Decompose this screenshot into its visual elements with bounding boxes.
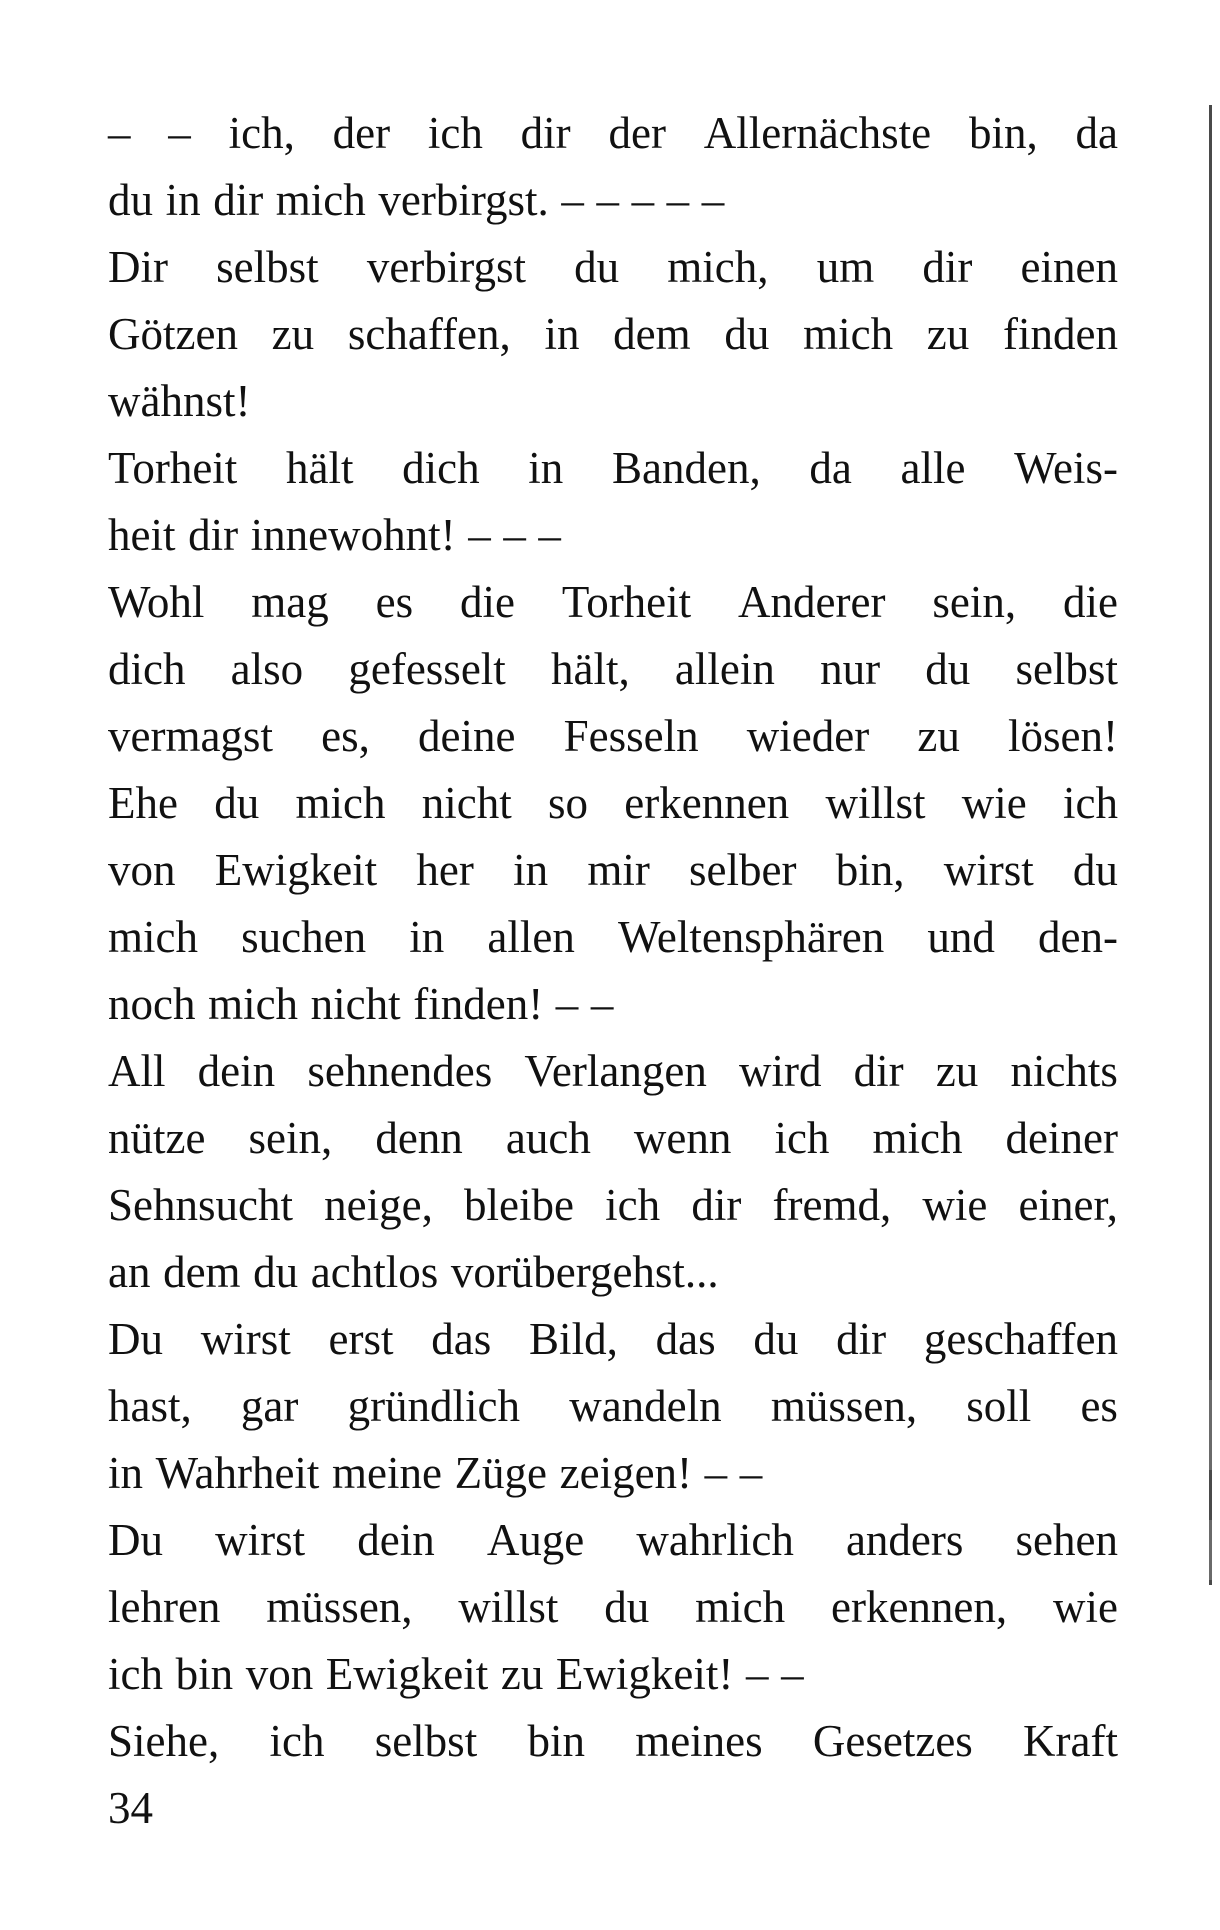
body-text (108, 100, 1118, 1775)
text-line: Du wirst dein Auge wahrlich anders sehen (108, 1515, 1118, 1565)
text-line: heit dir innewohnt! – – – (108, 510, 561, 560)
text-line: Dir selbst verbirgst du mich, um dir einen (108, 242, 1118, 292)
text-line: mich suchen in allen Weltensphären und den- (108, 912, 1118, 962)
page-edge-line (1209, 105, 1212, 1585)
page-number: 34 (108, 1783, 153, 1833)
page-edge-mark (1209, 1520, 1212, 1580)
text-line: in Wahrheit meine Züge zeigen! – – (108, 1448, 763, 1498)
page-edge-mark (1209, 1380, 1212, 1470)
text-line: noch mich nicht finden! – – (108, 979, 614, 1029)
text-line: – – ich, der ich dir der Allernächste bin, da (108, 108, 1118, 158)
text-line: Siehe, ich selbst bin meines Gesetzes Kraft (108, 1716, 1118, 1766)
text-line: Ehe du mich nicht so erkennen willst wie ich (108, 778, 1118, 828)
text-line: von Ewigkeit her in mir selber bin, wirst du (108, 845, 1118, 895)
text-line: Götzen zu schaffen, in dem du mich zu finden (108, 309, 1118, 359)
text-line: ich bin von Ewigkeit zu Ewigkeit! – – (108, 1649, 804, 1699)
text-line: All dein sehnendes Verlangen wird dir zu nichts (108, 1046, 1118, 1096)
text-line: an dem du achtlos vorübergehst... (108, 1247, 719, 1297)
text-line: Sehnsucht neige, bleibe ich dir fremd, wie einer, (108, 1180, 1118, 1230)
text-line: vermagst es, deine Fesseln wieder zu lösen! (108, 711, 1118, 761)
text-line: du in dir mich verbirgst. – – – – – (108, 175, 725, 225)
text-line: hast, gar gründlich wandeln müssen, soll es (108, 1381, 1118, 1431)
text-line: nütze sein, denn auch wenn ich mich deiner (108, 1113, 1118, 1163)
text-line: wähnst! (108, 376, 251, 426)
text-line: dich also gefesselt hält, allein nur du selbst (108, 644, 1118, 694)
text-line: lehren müssen, willst du mich erkennen, wie (108, 1582, 1118, 1632)
text-line: Du wirst erst das Bild, das du dir geschaffen (108, 1314, 1118, 1364)
text-line: Wohl mag es die Torheit Anderer sein, die (108, 577, 1118, 627)
text-line: Torheit hält dich in Banden, da alle Weis- (108, 443, 1118, 493)
